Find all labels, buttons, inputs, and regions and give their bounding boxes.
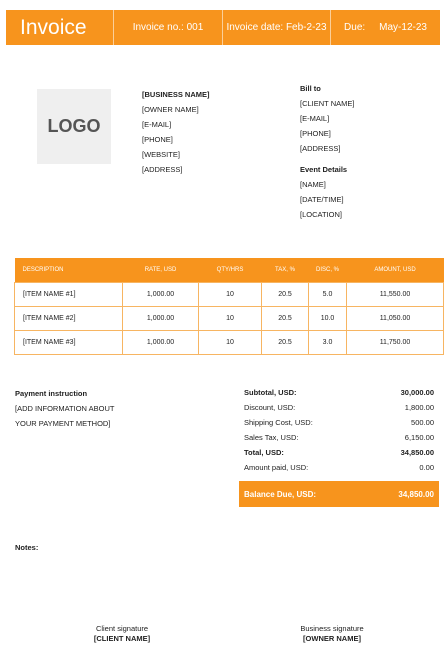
notes-label: Notes: xyxy=(15,543,39,552)
invoice-header-bar xyxy=(6,10,440,45)
payment-instruction xyxy=(15,386,114,431)
bill-to-section xyxy=(300,81,354,156)
invoice-number: Invoice no.: 001 xyxy=(114,10,223,45)
business-email: [E-MAIL] xyxy=(142,120,172,129)
totals-section xyxy=(239,385,439,507)
discount-label: Discount, USD: xyxy=(244,403,296,412)
invoice-title: Invoice xyxy=(6,10,114,45)
col-qty: QTY/HRS xyxy=(199,258,262,282)
col-amount: AMOUNT, USD xyxy=(347,258,444,282)
sales-tax-label: Sales Tax, USD: xyxy=(244,433,299,442)
logo-placeholder: LOGO xyxy=(37,89,111,164)
owner-name: [OWNER NAME] xyxy=(142,105,199,114)
item-description: [ITEM NAME #3] xyxy=(15,330,123,354)
business-info xyxy=(142,87,210,177)
shipping-value: 500.00 xyxy=(411,418,434,427)
item-disc: 10.0 xyxy=(309,306,347,330)
shipping-row xyxy=(239,415,439,430)
client-signature xyxy=(82,624,162,644)
business-name: [BUSINESS NAME] xyxy=(142,90,210,99)
payment-instruction-label: Payment instruction xyxy=(15,389,88,398)
item-tax: 20.5 xyxy=(262,282,309,306)
due-value: May-12-23 xyxy=(379,22,427,33)
event-details-label: Event Details xyxy=(300,165,348,174)
invoice-date: Invoice date: Feb-2-23 xyxy=(223,10,331,45)
client-signature-name: [CLIENT NAME] xyxy=(93,634,151,643)
col-disc: DISC, % xyxy=(309,258,347,282)
item-disc: 5.0 xyxy=(309,282,347,306)
client-address: [ADDRESS] xyxy=(300,144,341,153)
payment-line-2: YOUR PAYMENT METHOD] xyxy=(15,419,111,428)
event-datetime: [DATE/TIME] xyxy=(300,195,344,204)
item-qty: 10 xyxy=(199,330,262,354)
table-row xyxy=(15,282,444,306)
total-row xyxy=(239,445,439,460)
total-label: Total, USD: xyxy=(244,448,284,457)
business-signature xyxy=(290,624,374,644)
item-amount: 11,750.00 xyxy=(347,330,444,354)
event-details-section xyxy=(300,162,347,222)
bill-to-label: Bill to xyxy=(300,84,321,93)
item-rate: 1,000.00 xyxy=(123,330,199,354)
business-phone: [PHONE] xyxy=(142,135,173,144)
event-location: [LOCATION] xyxy=(300,210,342,219)
sales-tax-value: 6,150.00 xyxy=(404,433,434,442)
table-row xyxy=(15,330,444,354)
amount-paid-label: Amount paid, USD: xyxy=(244,463,309,472)
item-amount: 11,050.00 xyxy=(347,306,444,330)
subtotal-value: 30,000.00 xyxy=(400,388,434,397)
shipping-label: Shipping Cost, USD: xyxy=(244,418,313,427)
due-date xyxy=(331,10,440,45)
business-signature-name: [OWNER NAME] xyxy=(303,634,361,643)
balance-due-label: Balance Due, USD: xyxy=(244,489,317,499)
item-tax: 20.5 xyxy=(262,306,309,330)
business-signature-label: Business signature xyxy=(300,624,364,633)
total-value: 34,850.00 xyxy=(400,448,434,457)
item-description: [ITEM NAME #2] xyxy=(15,306,123,330)
item-rate: 1,000.00 xyxy=(123,282,199,306)
business-website: [WEBSITE] xyxy=(142,150,180,159)
amount-paid-row xyxy=(239,460,439,475)
client-email: [E-MAIL] xyxy=(300,114,330,123)
item-tax: 20.5 xyxy=(262,330,309,354)
business-address: [ADDRESS] xyxy=(142,165,183,174)
col-tax: TAX, % xyxy=(262,258,309,282)
sales-tax-row xyxy=(239,430,439,445)
due-label: Due: xyxy=(344,22,366,33)
client-phone: [PHONE] xyxy=(300,129,331,138)
item-qty: 10 xyxy=(199,282,262,306)
subtotal-label: Subtotal, USD: xyxy=(244,388,297,397)
payment-line-1: [ADD INFORMATION ABOUT xyxy=(15,404,115,413)
col-rate: RATE, USD xyxy=(123,258,199,282)
item-rate: 1,000.00 xyxy=(123,306,199,330)
items-table-header xyxy=(15,258,444,282)
discount-value: 1,800.00 xyxy=(404,403,434,412)
items-table xyxy=(14,258,444,355)
event-name: [NAME] xyxy=(300,180,326,189)
item-qty: 10 xyxy=(199,306,262,330)
client-name: [CLIENT NAME] xyxy=(300,99,355,108)
balance-due-value: 34,850.00 xyxy=(398,489,434,499)
subtotal-row xyxy=(239,385,439,400)
item-description: [ITEM NAME #1] xyxy=(15,282,123,306)
balance-due-bar xyxy=(239,481,439,507)
item-disc: 3.0 xyxy=(309,330,347,354)
table-row xyxy=(15,306,444,330)
client-signature-label: Client signature xyxy=(95,624,149,633)
amount-paid-value: 0.00 xyxy=(419,463,434,472)
col-description: DESCRIPTION xyxy=(15,258,123,282)
item-amount: 11,550.00 xyxy=(347,282,444,306)
discount-row xyxy=(239,400,439,415)
